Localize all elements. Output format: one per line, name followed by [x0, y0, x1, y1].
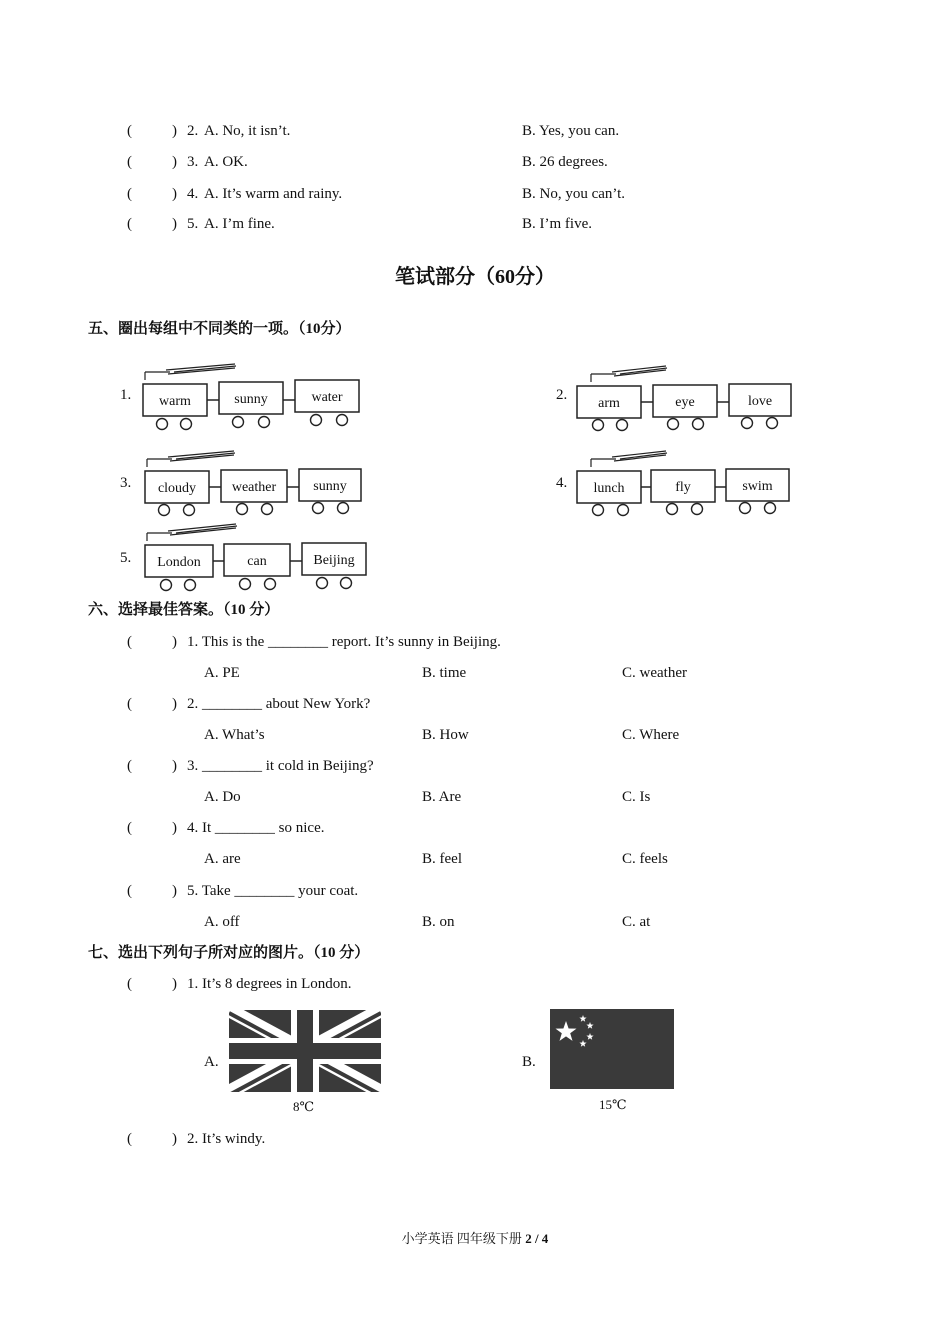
- question-number: 2.: [187, 123, 199, 139]
- option-b: B. I’m five.: [522, 216, 592, 232]
- option-a: A. off: [204, 914, 240, 930]
- paren-open: (: [127, 976, 132, 992]
- train-word: arm: [598, 396, 620, 411]
- paren-open: (: [127, 186, 132, 202]
- question-text: 5. Take ________ your coat.: [187, 883, 359, 899]
- train-word: sunny: [313, 479, 347, 494]
- train-icon: [140, 362, 366, 432]
- section-5-title: 五、圈出每组中不同类的一项。（10分）: [88, 321, 351, 337]
- question-number: 4.: [187, 186, 199, 202]
- train-word: fly: [675, 480, 691, 495]
- question-text: 2. ________ about New York?: [187, 696, 371, 712]
- option-b: B. No, you can’t.: [522, 186, 626, 202]
- paren-open: (: [127, 758, 132, 774]
- page-number: 2 / 4: [525, 1231, 549, 1246]
- paren-close: ): [172, 154, 177, 170]
- option-b: B. feel: [422, 851, 462, 867]
- option-c: C. weather: [622, 665, 687, 681]
- question-text: 1. It’s 8 degrees in London.: [187, 976, 352, 992]
- question-number: 5.: [187, 216, 199, 232]
- option-a: A. What’s: [204, 727, 265, 743]
- train-word: Beijing: [313, 553, 355, 568]
- option-a: A. It’s warm and rainy.: [204, 186, 343, 202]
- train-word: cloudy: [157, 481, 197, 496]
- paren-open: (: [127, 696, 132, 712]
- uk-flag-image: [229, 1010, 381, 1097]
- train-word: can: [247, 554, 267, 569]
- temperature-label: 15℃: [599, 1097, 627, 1112]
- paren-close: ): [172, 216, 177, 232]
- question-text: 3. ________ it cold in Beijing?: [187, 758, 374, 774]
- footer-text: 小学英语 四年级下册: [401, 1231, 522, 1246]
- question-number: 3.: [187, 154, 199, 170]
- option-c: C. at: [622, 914, 651, 930]
- train-word: lunch: [593, 481, 625, 496]
- option-a: A. PE: [204, 665, 240, 681]
- paren-open: (: [127, 216, 132, 232]
- paren-close: ): [172, 186, 177, 202]
- option-c: C. Is: [622, 789, 651, 805]
- paren-open: (: [127, 634, 132, 650]
- train-word: weather: [231, 480, 277, 495]
- train-icon: [142, 449, 368, 519]
- question-text: 2. It’s windy.: [187, 1131, 266, 1147]
- option-b: B. 26 degrees.: [522, 154, 608, 170]
- train-word: water: [311, 390, 343, 405]
- train-word: swim: [742, 479, 773, 494]
- option-b-label: B.: [522, 1054, 536, 1070]
- option-b: B. How: [422, 727, 469, 743]
- page-footer: [0, 1230, 950, 1248]
- option-a: A. No, it isn’t.: [204, 123, 291, 139]
- train-word: sunny: [234, 392, 268, 407]
- paren-close: ): [172, 123, 177, 139]
- paren-close: ): [172, 758, 177, 774]
- option-c: C. Where: [622, 727, 680, 743]
- train-icon: [142, 521, 372, 593]
- group-number: 3.: [120, 475, 132, 491]
- train-word: London: [157, 555, 201, 570]
- group-number: 2.: [556, 387, 568, 403]
- group-number: 5.: [120, 550, 132, 566]
- option-b: B. Yes, you can.: [522, 123, 620, 139]
- group-number: 1.: [120, 387, 132, 403]
- paren-close: ): [172, 696, 177, 712]
- paren-open: (: [127, 1131, 132, 1147]
- train-word: eye: [675, 395, 695, 410]
- paren-close: ): [172, 1131, 177, 1147]
- train-word: warm: [159, 394, 191, 409]
- option-b: B. on: [422, 914, 455, 930]
- question-text: 4. It ________ so nice.: [187, 820, 325, 836]
- paren-close: ): [172, 634, 177, 650]
- option-b: B. time: [422, 665, 467, 681]
- paren-open: (: [127, 154, 132, 170]
- question-text: 1. This is the ________ report. It’s sunny in Beijing.: [187, 634, 501, 650]
- option-a: A. Do: [204, 789, 241, 805]
- temperature-label: 8℃: [293, 1099, 315, 1114]
- train-icon: [574, 364, 800, 434]
- paren-close: ): [172, 820, 177, 836]
- china-flag-image: [550, 1009, 674, 1094]
- option-a: A. are: [204, 851, 241, 867]
- paren-open: (: [127, 883, 132, 899]
- paren-close: ): [172, 883, 177, 899]
- paren-open: (: [127, 123, 132, 139]
- group-number: 4.: [556, 475, 568, 491]
- written-part-title: 笔试部分（60分）: [395, 266, 555, 288]
- section-7-title: 七、选出下列句子所对应的图片。（10 分）: [88, 945, 370, 961]
- option-a: A. OK.: [204, 154, 248, 170]
- option-b: B. Are: [422, 789, 462, 805]
- option-a: A. I’m fine.: [204, 216, 275, 232]
- train-word: love: [747, 394, 773, 409]
- option-a-label: A.: [204, 1054, 219, 1070]
- paren-open: (: [127, 820, 132, 836]
- option-c: C. feels: [622, 851, 668, 867]
- section-6-title: 六、选择最佳答案。（10 分）: [88, 602, 280, 618]
- paren-close: ): [172, 976, 177, 992]
- train-icon: [574, 449, 800, 519]
